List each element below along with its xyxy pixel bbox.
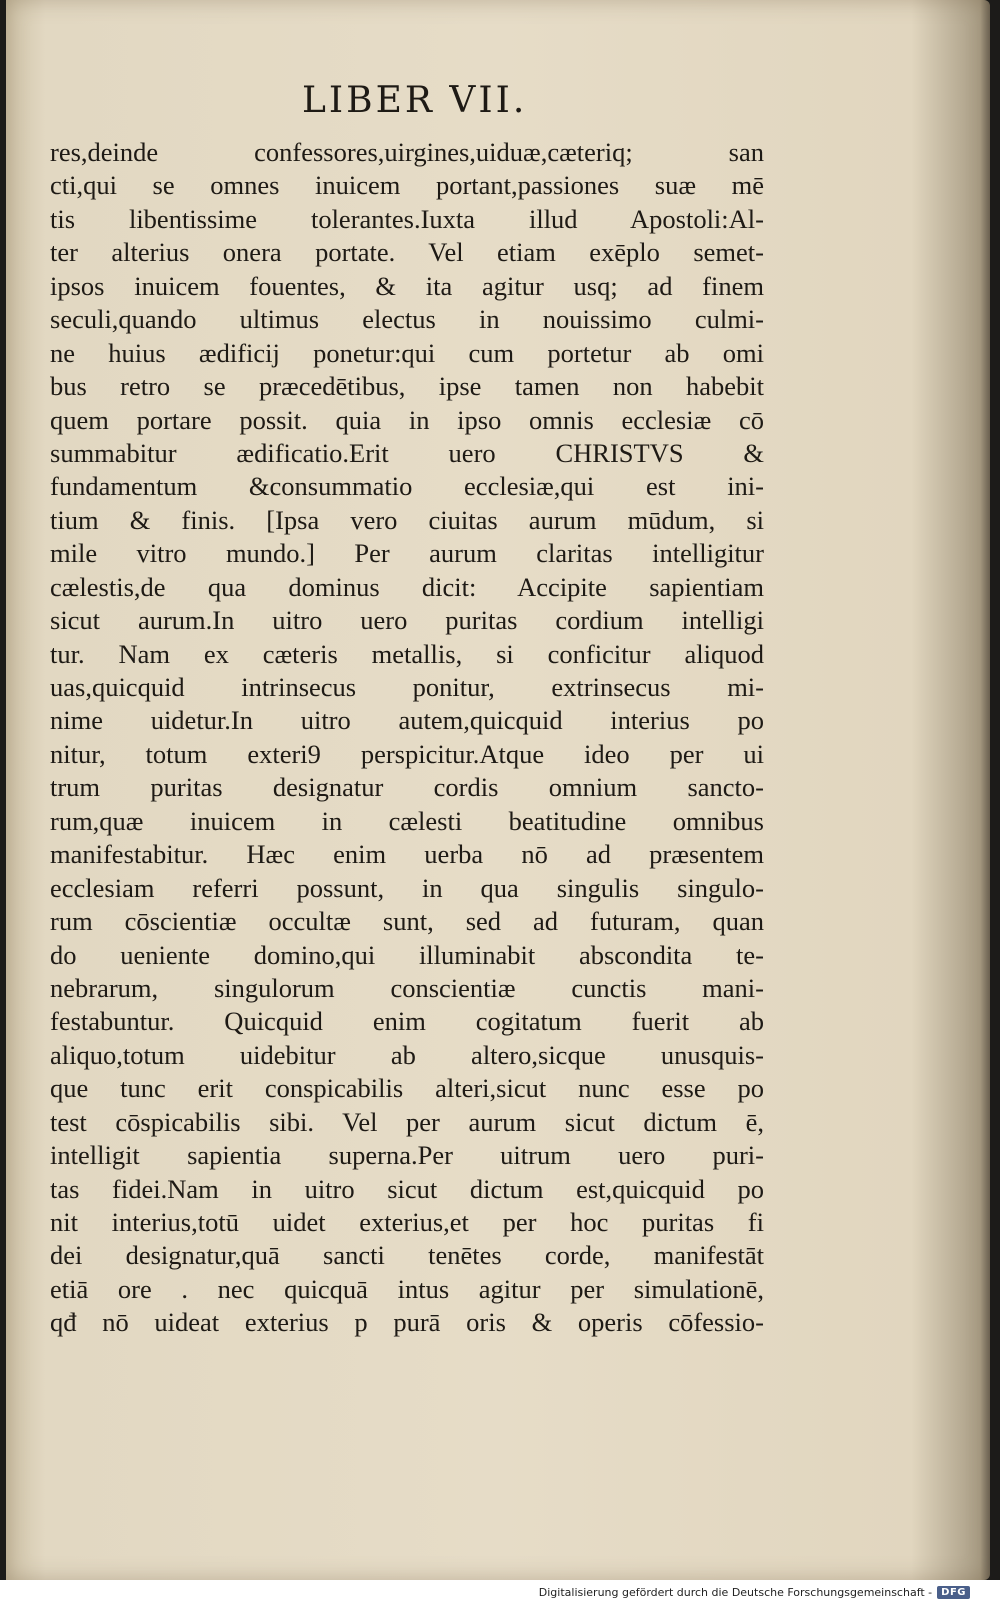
text-line: res,deinde confessores,uirgines,uiduæ,cæteriq; san [50, 137, 764, 167]
running-header: LIBER VII. [302, 80, 528, 121]
page-body-text [50, 136, 764, 1340]
funding-footer [539, 1586, 970, 1599]
text-line: cælestis,de qua dominus dicit: Accipite sapientiam [50, 571, 764, 602]
text-line: rum cōscientiæ occultæ sunt, sed ad futuram, quan [50, 906, 764, 937]
text-line: tas fidei.Nam in uitro sicut dictum est,quicquid po [50, 1173, 764, 1204]
funding-credit: Digitalisierung gefördert durch die Deutsche Forschungsgemeinschaft - [538, 1586, 933, 1599]
text-line: trum puritas designatur cordis omnium sancto- [50, 772, 764, 803]
text-line: que tunc erit conspicabilis alteri,sicut nunc esse po [50, 1073, 764, 1104]
text-line: tur. Nam ex cæteris metallis, si conficitur aliquod [50, 638, 764, 669]
text-line: sicut aurum.In uitro uero puritas cordium intelligi [50, 605, 764, 636]
text-line: festabuntur. Quicquid enim cogitatum fuerit ab [50, 1006, 764, 1037]
dfg-logo-icon: DFG [937, 1586, 970, 1599]
text-line: nime uidetur.In uitro autem,quicquid interius po [50, 705, 764, 736]
text-line: test cōspicabilis sibi. Vel per aurum sicut dictum ē, [50, 1106, 764, 1137]
text-line: ecclesiam referri possunt, in qua singulis singulo- [50, 872, 764, 903]
text-line: intelligit sapientia superna.Per uitrum uero puri- [50, 1140, 764, 1171]
text-line: ipsos inuicem fouentes, & ita agitur usq; ad finem [50, 270, 764, 301]
text-line: nit interius,totū uidet exterius,et per hoc puritas fi [50, 1207, 764, 1237]
text-line: mile vitro mundo.] Per aurum claritas intelligitur [50, 538, 764, 569]
text-line: seculi,quando ultimus electus in nouissimo culmi- [50, 304, 764, 335]
text-line: bus retro se præcedētibus, ipse tamen non habebit [50, 371, 764, 402]
text-line: manifestabitur. Hæc enim uerba nō ad præsentem [50, 839, 764, 870]
text-line: dei designatur,quā sancti tenētes corde, manifestāt [50, 1240, 764, 1271]
text-line: ter alterius onera portate. Vel etiam exēplo semet- [50, 237, 764, 268]
text-line: quem portare possit. quia in ipso omnis ecclesiæ cō [50, 404, 764, 435]
text-line: ne huius ædificij ponetur:qui cum portetur ab omi [50, 337, 764, 368]
text-line: qđ nō uideat exterius p purā oris & operis cōfessio- [50, 1307, 764, 1338]
text-line: nebrarum, singulorum conscientiæ cunctis mani- [50, 972, 764, 1003]
text-line: cti,qui se omnes inuicem portant,passiones suæ mē [50, 170, 764, 201]
text-line: do ueniente domino,qui illuminabit abscondita te- [50, 939, 764, 970]
text-line: aliquo,totum uidebitur ab altero,sicque unusquis- [50, 1039, 764, 1070]
text-line: fundamentum &consummatio ecclesiæ,qui est ini- [50, 471, 764, 502]
text-line: nitur, totum exteri9 perspicitur.Atque ideo per ui [50, 738, 764, 769]
text-line: summabitur ædificatio.Erit uero CHRISTVS & [50, 437, 764, 468]
text-line: rum,quæ inuicem in cælesti beatitudine omnibus [50, 805, 764, 836]
text-line: tium & finis. [Ipsa vero ciuitas aurum mūdum, si [50, 504, 764, 535]
text-line: tis libentissime tolerantes.Iuxta illud Apostoli:Al- [50, 203, 764, 234]
book-page [6, 0, 990, 1580]
text-line: uas,quicquid intrinsecus ponitur, extrinsecus mi- [50, 672, 764, 702]
text-line: etiā ore . nec quicquā intus agitur per simulationē, [50, 1273, 764, 1304]
